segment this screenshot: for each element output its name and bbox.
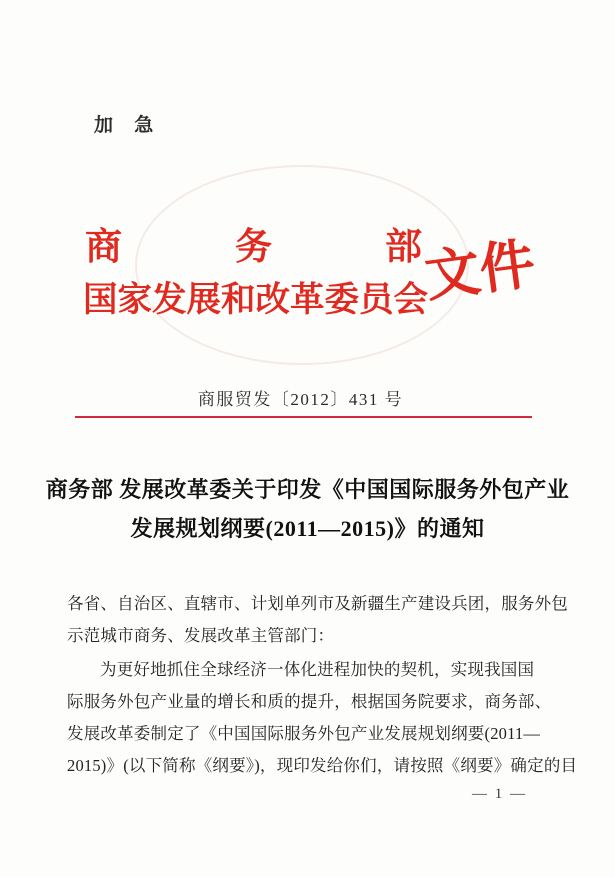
body-line: 2015)》(以下简称《纲要》)，现印发给你们，请按照《纲要》确定的目 (67, 755, 578, 775)
issuer-name-line1 (85, 229, 422, 266)
document-title-line1: 商务部 发展改革委关于印发《中国国际服务外包产业 (45, 477, 570, 502)
body-line: 际服务外包产业量的增长和质的提升，根据国务院要求，商务部、 (67, 692, 552, 712)
urgency-label: 加 急 (94, 115, 155, 136)
document-body (67, 588, 578, 781)
body-line: 发展改革委制定了《中国国际服务外包产业发展规划纲要(2011— (67, 723, 541, 743)
issuer1-char-3: 部 (385, 227, 422, 268)
red-divider-rule (75, 416, 532, 418)
body-line: 为更好地抓住全球经济一体化进程加快的契机，实现我国国 (100, 660, 535, 680)
doc-reference-number: 商服贸发〔2012〕431 号 (197, 390, 404, 409)
salutation-line: 示范城市商务、发展改革主管部门： (67, 625, 335, 645)
body-paragraph (67, 654, 578, 781)
doc-type-label: 文件 (421, 233, 539, 308)
issuer1-char-1: 商 (85, 227, 122, 268)
salutation-line: 各省、自治区、直辖市、计划单列市及新疆生产建设兵团，服务外包 (67, 594, 568, 613)
salutation-paragraph (67, 588, 568, 651)
page-number: — 1 — (472, 786, 527, 802)
issuer-name-line2: 国家发展和改革委员会 (83, 281, 428, 319)
issuer1-char-2: 务 (235, 227, 272, 268)
document-title-line2: 发展规划纲要(2011—2015)》的通知 (130, 516, 485, 541)
document-title (30, 470, 585, 548)
